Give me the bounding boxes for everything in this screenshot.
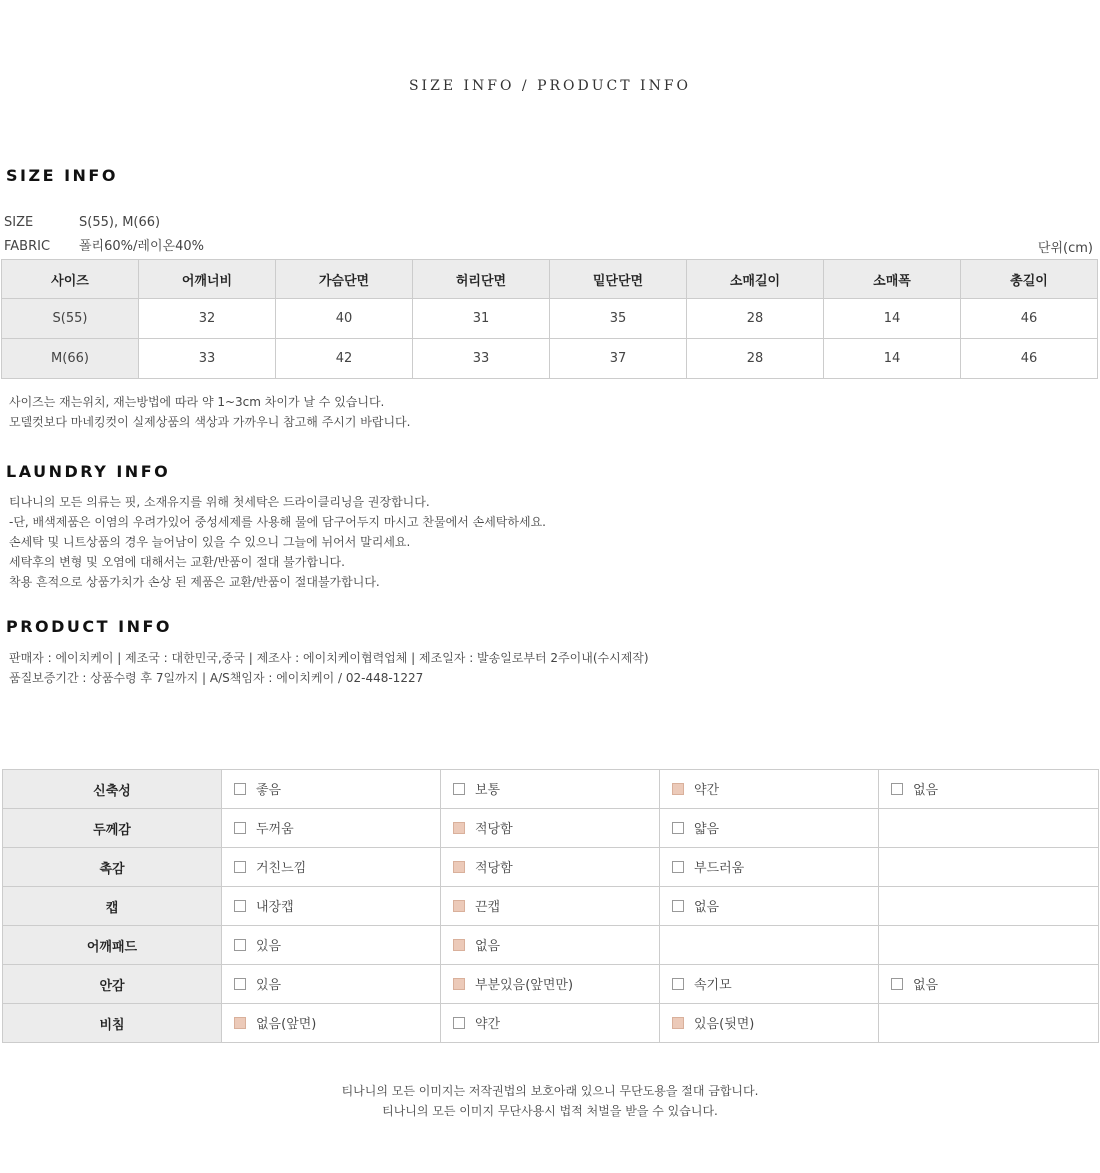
property-row — [3, 809, 1099, 848]
table-cell: 42 — [276, 339, 413, 379]
option-label: 거친느낌 — [256, 861, 307, 877]
note-line: 사이즈는 재는위치, 재는방법에 따라 약 1~3cm 차이가 날 수 있습니다. — [9, 395, 385, 409]
property-cell — [660, 887, 879, 926]
note-line: 모델컷보다 마네킹컷이 실제상품의 색상과 가까우니 참고해 주시기 바랍니다. — [9, 415, 411, 429]
property-label: 촉감 — [3, 848, 222, 887]
property-option — [672, 974, 732, 993]
option-label: 속기모 — [694, 978, 732, 994]
property-option — [234, 896, 294, 915]
header-cell: 총길이 — [961, 260, 1098, 299]
unchecked-box-icon — [234, 939, 246, 951]
table-cell: 33 — [413, 339, 550, 379]
property-option — [234, 974, 281, 993]
unchecked-box-icon — [672, 822, 684, 834]
unchecked-box-icon — [234, 861, 246, 873]
property-option — [234, 1013, 316, 1032]
unchecked-box-icon — [234, 783, 246, 795]
unchecked-box-icon — [453, 783, 465, 795]
laundry-line: 손세탁 및 니트상품의 경우 늘어남이 있을 수 있으니 그늘에 뉘어서 말리세요. — [9, 535, 411, 549]
property-cell — [879, 1004, 1099, 1043]
copyright-notice — [0, 1081, 1100, 1121]
size-notes — [9, 392, 410, 432]
property-cell — [441, 926, 660, 965]
table-cell: 46 — [961, 299, 1098, 339]
property-option — [672, 896, 719, 915]
table-cell: 33 — [139, 339, 276, 379]
property-option — [891, 779, 938, 798]
option-label: 약간 — [475, 1017, 501, 1033]
property-option — [672, 779, 719, 798]
size-label: SIZE — [4, 215, 34, 230]
property-option — [453, 896, 500, 915]
page-title: SIZE INFO / PRODUCT INFO — [408, 78, 692, 94]
table-cell: 14 — [824, 299, 961, 339]
product-text — [9, 648, 649, 688]
option-label: 두꺼움 — [256, 822, 294, 838]
laundry-line: 착용 흔적으로 상품가치가 손상 된 제품은 교환/반품이 절대불가합니다. — [9, 575, 380, 589]
property-row — [3, 1004, 1099, 1043]
option-label: 없음 — [913, 783, 939, 799]
size-value: S(55), M(66) — [79, 215, 161, 230]
laundry-line: 세탁후의 변형 및 오염에 대해서는 교환/반품이 절대 불가합니다. — [9, 555, 345, 569]
option-label: 없음 — [475, 939, 501, 955]
unchecked-box-icon — [672, 978, 684, 990]
laundry-line: 티나니의 모든 의류는 핏, 소재유지를 위해 첫세탁은 드라이클리닝을 권장합니다. — [9, 495, 430, 509]
property-cell — [441, 1004, 660, 1043]
property-cell — [441, 809, 660, 848]
checked-box-icon — [453, 900, 465, 912]
header-cell: 가슴단면 — [276, 260, 413, 299]
table-cell: 46 — [961, 339, 1098, 379]
property-option — [891, 974, 938, 993]
table-cell: 28 — [687, 299, 824, 339]
table-cell: 32 — [139, 299, 276, 339]
property-option — [453, 857, 513, 876]
laundry-info-heading: LAUNDRY INFO — [6, 462, 171, 481]
option-label: 있음 — [256, 978, 282, 994]
property-cell — [660, 809, 879, 848]
fabric-row — [4, 235, 204, 254]
header-cell: 허리단면 — [413, 260, 550, 299]
laundry-line: -단, 배색제품은 이염의 우려가있어 중성세제를 사용해 물에 담구어두지 마시고 찬물에서 손세탁하세요. — [9, 515, 546, 529]
option-label: 없음(앞면) — [256, 1017, 317, 1033]
checked-box-icon — [453, 861, 465, 873]
option-label: 있음(뒷면) — [694, 1017, 755, 1033]
unchecked-box-icon — [234, 978, 246, 990]
option-label: 적당함 — [475, 822, 513, 838]
table-row — [2, 339, 1098, 379]
property-cell — [441, 965, 660, 1004]
unit-label: 단위(cm) — [1037, 241, 1093, 256]
header-cell: 사이즈 — [2, 260, 139, 299]
size-table — [1, 259, 1098, 379]
property-option — [672, 818, 719, 837]
header-cell: 어깨너비 — [139, 260, 276, 299]
property-cell — [222, 887, 441, 926]
property-table — [2, 769, 1099, 1043]
property-cell — [660, 926, 879, 965]
property-option — [234, 779, 281, 798]
unchecked-box-icon — [672, 900, 684, 912]
option-label: 없음 — [913, 978, 939, 994]
property-option — [672, 1013, 754, 1032]
unchecked-box-icon — [891, 978, 903, 990]
property-option — [453, 974, 573, 993]
checked-box-icon — [453, 822, 465, 834]
property-option — [453, 935, 500, 954]
option-label: 내장캡 — [256, 900, 294, 916]
checked-box-icon — [453, 978, 465, 990]
product-info-heading: PRODUCT INFO — [6, 617, 173, 636]
unchecked-box-icon — [672, 861, 684, 873]
laundry-text — [9, 492, 546, 592]
property-cell — [879, 770, 1099, 809]
property-cell — [660, 770, 879, 809]
property-option — [453, 779, 500, 798]
table-cell: S(55) — [2, 299, 139, 339]
property-cell — [441, 770, 660, 809]
footer-line: 티나니의 모든 이미지는 저작권법의 보호아래 있으니 무단도용을 절대 금합니다. — [341, 1084, 759, 1098]
property-row — [3, 887, 1099, 926]
property-cell — [879, 848, 1099, 887]
checked-box-icon — [672, 783, 684, 795]
property-option — [672, 857, 744, 876]
property-cell — [441, 887, 660, 926]
property-cell — [222, 809, 441, 848]
property-cell — [879, 926, 1099, 965]
property-cell — [441, 848, 660, 887]
checked-box-icon — [453, 939, 465, 951]
size-row — [4, 215, 160, 230]
option-label: 보통 — [475, 783, 501, 799]
property-cell — [222, 848, 441, 887]
property-option — [453, 1013, 500, 1032]
table-row — [2, 299, 1098, 339]
property-cell — [222, 770, 441, 809]
property-row — [3, 965, 1099, 1004]
property-cell — [660, 1004, 879, 1043]
fabric-label: FABRIC — [4, 239, 51, 254]
property-label: 어깨패드 — [3, 926, 222, 965]
property-cell — [879, 887, 1099, 926]
property-cell — [222, 1004, 441, 1043]
option-label: 있음 — [256, 939, 282, 955]
option-label: 얇음 — [694, 822, 720, 838]
unchecked-box-icon — [453, 1017, 465, 1029]
property-label: 신축성 — [3, 770, 222, 809]
property-cell — [879, 809, 1099, 848]
property-cell — [222, 965, 441, 1004]
property-label: 안감 — [3, 965, 222, 1004]
product-line: 품질보증기간 : 상품수령 후 7일까지 | A/S책임자 : 에이치케이 / 02-448-1227 — [9, 671, 424, 685]
checked-box-icon — [234, 1017, 246, 1029]
table-cell: M(66) — [2, 339, 139, 379]
option-label: 적당함 — [475, 861, 513, 877]
property-row — [3, 926, 1099, 965]
property-cell — [660, 848, 879, 887]
property-option — [234, 818, 294, 837]
property-option — [234, 857, 306, 876]
table-cell: 37 — [550, 339, 687, 379]
fabric-value: 폴리60%/레이온40% — [79, 239, 204, 254]
footer-line: 티나니의 모든 이미지 무단사용시 법적 처벌을 받을 수 있습니다. — [382, 1104, 718, 1118]
property-label: 비침 — [3, 1004, 222, 1043]
product-line: 판매자 : 에이치케이 | 제조국 : 대한민국,중국 | 제조사 : 에이치케이협력업체 | 제조일자 : 발송일로부터 2주이내(수시제작) — [9, 651, 649, 665]
property-option — [234, 935, 281, 954]
property-cell — [879, 965, 1099, 1004]
table-cell: 14 — [824, 339, 961, 379]
size-info-heading: SIZE INFO — [6, 166, 118, 185]
checked-box-icon — [672, 1017, 684, 1029]
option-label: 약간 — [694, 783, 720, 799]
option-label: 부분있음(앞면만) — [475, 978, 574, 994]
property-row — [3, 848, 1099, 887]
property-cell — [222, 926, 441, 965]
header-cell: 소매폭 — [824, 260, 961, 299]
property-label: 캡 — [3, 887, 222, 926]
table-cell: 40 — [276, 299, 413, 339]
table-cell: 35 — [550, 299, 687, 339]
unchecked-box-icon — [234, 822, 246, 834]
option-label: 없음 — [694, 900, 720, 916]
size-table-header — [2, 260, 1098, 299]
property-label: 두께감 — [3, 809, 222, 848]
unchecked-box-icon — [891, 783, 903, 795]
header-cell: 밑단단면 — [550, 260, 687, 299]
property-option — [453, 818, 513, 837]
option-label: 끈캡 — [475, 900, 501, 916]
option-label: 좋음 — [256, 783, 282, 799]
table-cell: 28 — [687, 339, 824, 379]
option-label: 부드러움 — [694, 861, 745, 877]
table-cell: 31 — [413, 299, 550, 339]
header-cell: 소매길이 — [687, 260, 824, 299]
property-cell — [660, 965, 879, 1004]
unchecked-box-icon — [234, 900, 246, 912]
property-row — [3, 770, 1099, 809]
